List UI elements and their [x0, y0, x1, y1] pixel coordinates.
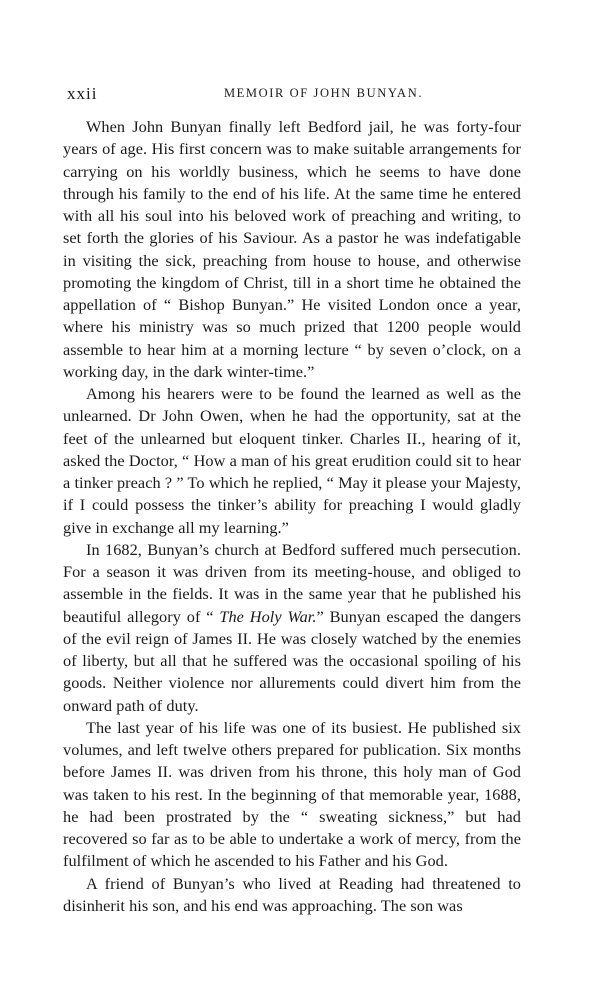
paragraph-3-text-after: ” Bunyan escaped the dangers of the evil reign of James II. He was closely watched by the enemies of liberty, but all that he suffered was the occasional spoiling of his goods. Neither violence nor allurements could divert him from the onward path of duty. — [63, 606, 521, 715]
body-text — [63, 116, 521, 917]
running-head — [67, 84, 532, 104]
paragraph-3 — [63, 539, 521, 717]
book-title-holy-war: The Holy War. — [219, 606, 317, 626]
paragraph-5: A friend of Bunyan’s who lived at Reading had threatened to disinherit his son, and his end was approaching. The son was — [63, 873, 521, 915]
running-title: MEMOIR OF JOHN BUNYAN. — [223, 86, 424, 100]
paragraph-2: Among his hearers were to be found the learned as well as the unlearned. Dr John Owen, when he had the opportunity, sat at the feet of the unlearned but eloquent tinker. Charles II., hearing of it, asked the Doctor, “ How a man of his great erudition could sit to hear a tinker preach ? ” To which he replied, “ May it please your Majesty, if I could possess the tinker’s ability for preaching I would gladly give in exchange all my learning.” — [63, 384, 521, 537]
paragraph-1: When John Bunyan finally left Bedford jail, he was forty-four years of age. His first concern was to make suitable arrangements for carrying on his worldly business, which he seems to have done through his family to the end of his life. At the same time he entered with all his soul into his beloved work of preaching and writing, to set forth the glories of his Saviour. As a pastor he was indefatigable in visiting the sick, preaching from house to house, and otherwise promoting the kingdom of Christ, till in a short time he obtained the appellation of “ Bishop Bunyan.” He visited London once a year, where his ministry was so much prized that 1200 people would assemble to hear him at a morning lecture “ by seven o’clock, on a working day, in the dark winter-time.” — [63, 117, 521, 381]
paragraph-4: The last year of his life was one of its busiest. He published six volumes, and left twelve others prepared for publication. Six months before James II. was driven from his throne, this holy man of God was taken to his rest. In the beginning of that memorable year, 1688, he had been prostrated by the “ sweating sickness,” but had recovered so far as to be able to undertake a work of mercy, from the fulfilment of which he ascended to his Father and his God. — [63, 717, 521, 871]
paragraph-3-text-before: In 1682, Bunyan’s church at Bedford suffered much persecution. For a season it was driven from its meeting-house, and obliged to assemble in the fields. It was in the same year that he published his beautiful allegory of “ — [63, 539, 521, 626]
page-number: xxii — [67, 84, 98, 103]
